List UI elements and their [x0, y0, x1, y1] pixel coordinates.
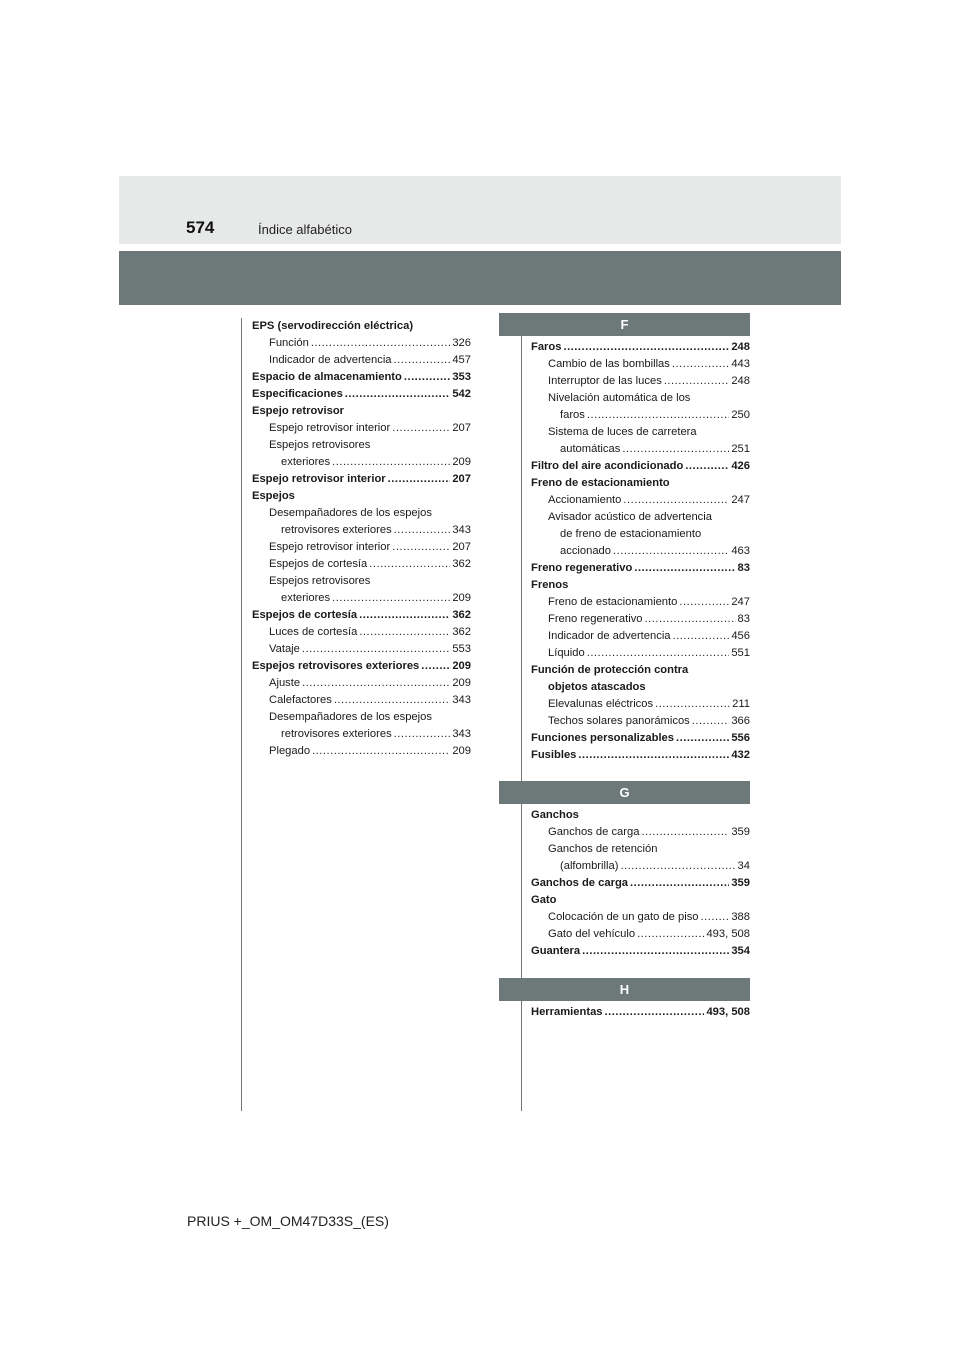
entry-page-ref[interactable]: 248 — [731, 341, 750, 353]
left-column-rule — [241, 318, 242, 1111]
entry-page-ref[interactable]: 463 — [731, 545, 750, 557]
index-entry — [252, 607, 471, 624]
leader-dots — [630, 875, 729, 892]
leader-dots — [332, 454, 450, 471]
entry-page-ref[interactable]: 362 — [452, 626, 471, 638]
index-entry — [531, 841, 750, 858]
index-entry — [531, 441, 750, 458]
leader-dots — [605, 1004, 705, 1021]
entry-text: Líquido — [548, 647, 585, 659]
entry-page-ref[interactable]: 83 — [737, 613, 750, 625]
leader-dots — [685, 458, 729, 475]
index-entry — [531, 560, 750, 577]
page-title: Índice alfabético — [258, 222, 352, 237]
entry-text: Luces de cortesía — [269, 626, 358, 638]
index-entry — [531, 875, 750, 892]
index-entry — [531, 824, 750, 841]
entry-text: Espacio de almacenamiento — [252, 371, 402, 383]
index-entry — [252, 335, 471, 352]
leader-dots — [620, 858, 735, 875]
index-entry — [531, 373, 750, 390]
entry-page-ref[interactable]: 247 — [731, 494, 750, 506]
leader-dots — [332, 590, 450, 607]
index-entry — [531, 943, 750, 960]
entry-text: Colocación de un gato de piso — [548, 911, 699, 923]
entry-text: Vataje — [269, 643, 300, 655]
entry-page-ref[interactable]: 248 — [731, 375, 750, 387]
leader-dots — [563, 339, 729, 356]
index-entry — [252, 658, 471, 675]
entry-text: (alfombrilla) — [560, 860, 619, 872]
index-entry — [531, 526, 750, 543]
leader-dots — [582, 943, 729, 960]
entry-text: Plegado — [269, 745, 311, 757]
entry-page-ref[interactable]: 456 — [731, 630, 750, 642]
entry-text: Guantera — [531, 945, 581, 957]
entry-text: Herramientas — [531, 1006, 603, 1018]
entry-text: Espejo retrovisor interior — [269, 541, 391, 553]
entry-page-ref[interactable]: 343 — [452, 524, 471, 536]
index-entry — [531, 458, 750, 475]
entry-text: Espejos retrovisores — [269, 575, 371, 587]
entry-text: automáticas — [560, 443, 621, 455]
entry-page-ref[interactable]: 353 — [452, 371, 471, 383]
leader-dots — [394, 522, 451, 539]
index-entry — [531, 909, 750, 926]
entry-text: Ganchos de carga — [548, 826, 640, 838]
entry-text: Frenos — [531, 579, 569, 591]
entry-page-ref[interactable]: 247 — [731, 596, 750, 608]
index-entry — [252, 726, 471, 743]
leader-dots — [302, 675, 450, 692]
leader-dots — [345, 386, 451, 403]
index-entry — [531, 577, 750, 594]
entry-text: Sistema de luces de carretera — [548, 426, 697, 438]
entry-text: Funciones personalizables — [531, 732, 674, 744]
entry-page-ref[interactable]: 432 — [731, 749, 750, 761]
index-entry — [252, 573, 471, 590]
entry-page-ref[interactable]: 251 — [731, 443, 750, 455]
leader-dots — [392, 539, 450, 556]
entry-page-ref[interactable]: 250 — [731, 409, 750, 421]
index-entry — [252, 505, 471, 522]
entry-text: accionado — [560, 545, 612, 557]
leader-dots — [692, 713, 730, 730]
index-entry — [252, 369, 471, 386]
entry-page-ref[interactable]: 343 — [452, 694, 471, 706]
leader-dots — [676, 730, 729, 747]
leader-dots — [587, 645, 730, 662]
header-dark-band — [119, 251, 841, 305]
entry-page-ref[interactable]: 34 — [737, 860, 750, 872]
leader-dots — [641, 824, 729, 841]
entry-text: Desempañadores de los espejos — [269, 711, 432, 723]
section-header-h: H — [499, 978, 750, 1001]
entry-text: Calefactores — [269, 694, 332, 706]
entry-page-ref[interactable]: 207 — [452, 541, 471, 553]
index-section-h — [531, 1004, 750, 1021]
leader-dots — [388, 471, 451, 488]
index-entry — [531, 730, 750, 747]
index-entry — [252, 488, 471, 505]
entry-text: retrovisores exteriores — [281, 524, 392, 536]
index-entry — [252, 675, 471, 692]
index-entry — [531, 543, 750, 560]
index-entry — [252, 386, 471, 403]
index-entry — [531, 424, 750, 441]
entry-text: faros — [560, 409, 585, 421]
entry-text: Filtro del aire acondicionado — [531, 460, 684, 472]
entry-text: Función de protección contra — [531, 664, 689, 676]
entry-text: Faros — [531, 341, 562, 353]
index-entry — [252, 692, 471, 709]
index-entry — [531, 747, 750, 764]
entry-text: Interruptor de las luces — [548, 375, 662, 387]
entry-page-ref[interactable]: 209 — [452, 677, 471, 689]
entry-page-ref[interactable]: 326 — [452, 337, 471, 349]
entry-text: Indicador de advertencia — [269, 354, 392, 366]
entry-page-ref[interactable]: 209 — [452, 456, 471, 468]
index-entry — [531, 628, 750, 645]
leader-dots — [655, 696, 730, 713]
entry-text: Techos solares panorámicos — [548, 715, 690, 727]
index-section-f — [531, 339, 750, 764]
entry-text: Desempañadores de los espejos — [269, 507, 432, 519]
entry-page-ref[interactable]: 493, 508 — [706, 928, 750, 940]
header-top-band — [119, 176, 841, 244]
entry-text: Nivelación automática de los — [548, 392, 691, 404]
entry-page-ref[interactable]: 207 — [452, 422, 471, 434]
entry-page-ref[interactable]: 209 — [452, 592, 471, 604]
document-code: PRIUS +_OM_OM47D33S_(ES) — [187, 1213, 389, 1229]
leader-dots — [679, 594, 729, 611]
entry-page-ref[interactable]: 443 — [731, 358, 750, 370]
leader-dots — [701, 909, 730, 926]
entry-page-ref[interactable]: 359 — [731, 826, 750, 838]
leader-dots — [673, 628, 730, 645]
leader-dots — [622, 441, 729, 458]
page-number: 574 — [186, 218, 215, 237]
entry-text: Ganchos de retención — [548, 843, 658, 855]
entry-page-ref[interactable]: 207 — [452, 473, 471, 485]
index-entry — [252, 743, 471, 760]
entry-text: Freno de estacionamiento — [548, 596, 678, 608]
leader-dots — [421, 658, 450, 675]
index-entry — [531, 475, 750, 492]
entry-text: objetos atascados — [548, 681, 646, 693]
entry-page-ref[interactable]: 362 — [452, 558, 471, 570]
leader-dots — [634, 560, 735, 577]
entry-text: Espejo retrovisor — [252, 405, 345, 417]
entry-text: Freno de estacionamiento — [531, 477, 670, 489]
entry-text: EPS (servodirección eléctrica) — [252, 320, 414, 332]
index-entry — [252, 624, 471, 641]
index-entry — [531, 594, 750, 611]
leader-dots — [578, 747, 729, 764]
entry-text: Accionamiento — [548, 494, 622, 506]
entry-page-ref[interactable]: 457 — [452, 354, 471, 366]
leader-dots — [302, 641, 450, 658]
entry-text: Espejo retrovisor interior — [252, 473, 386, 485]
entry-page-ref[interactable]: 343 — [452, 728, 471, 740]
leader-dots — [311, 335, 451, 352]
entry-page-ref[interactable]: 362 — [452, 609, 471, 621]
entry-page-ref[interactable]: 366 — [731, 715, 750, 727]
leader-dots — [312, 743, 450, 760]
entry-text: Cambio de las bombillas — [548, 358, 670, 370]
index-entry — [252, 539, 471, 556]
leader-dots — [369, 556, 450, 573]
index-entry — [252, 522, 471, 539]
index-entry — [531, 492, 750, 509]
index-entry — [531, 926, 750, 943]
index-entry — [531, 892, 750, 909]
index-entry — [252, 318, 471, 335]
leader-dots — [613, 543, 729, 560]
entry-text: Indicador de advertencia — [548, 630, 671, 642]
entry-text: exteriores — [281, 592, 331, 604]
index-entry — [252, 352, 471, 369]
entry-text: Avisador acústico de advertencia — [548, 511, 712, 523]
entry-text: Espejos de cortesía — [252, 609, 358, 621]
index-entry — [252, 471, 471, 488]
leader-dots — [359, 607, 450, 624]
entry-page-ref[interactable]: 556 — [731, 732, 750, 744]
entry-text: retrovisores exteriores — [281, 728, 392, 740]
entry-page-ref[interactable]: 359 — [731, 877, 750, 889]
index-entry — [252, 420, 471, 437]
leader-dots — [587, 407, 729, 424]
leader-dots — [637, 926, 704, 943]
leader-dots — [394, 352, 451, 369]
index-entry — [531, 407, 750, 424]
entry-page-ref[interactable]: 211 — [732, 698, 750, 710]
entry-page-ref[interactable]: 209 — [452, 745, 471, 757]
leader-dots — [359, 624, 450, 641]
index-entry — [531, 807, 750, 824]
index-entry — [531, 339, 750, 356]
entry-text: Ganchos de carga — [531, 877, 628, 889]
index-entry — [252, 437, 471, 454]
section-header-g: G — [499, 781, 750, 804]
index-entry — [252, 590, 471, 607]
leader-dots — [664, 373, 730, 390]
entry-text: Freno regenerativo — [548, 613, 643, 625]
entry-text: de freno de estacionamiento — [560, 528, 702, 540]
index-entry — [531, 356, 750, 373]
entry-text: Ajuste — [269, 677, 301, 689]
index-entry — [531, 1004, 750, 1021]
entry-page-ref[interactable]: 83 — [737, 562, 750, 574]
leader-dots — [404, 369, 450, 386]
index-entry — [531, 390, 750, 407]
index-section-g — [531, 807, 750, 960]
entry-text: Espejos retrovisores exteriores — [252, 660, 420, 672]
leader-dots — [394, 726, 451, 743]
entry-text: Espejos — [252, 490, 295, 502]
entry-text: Gato — [531, 894, 557, 906]
entry-text: exteriores — [281, 456, 331, 468]
entry-text: Fusibles — [531, 749, 577, 761]
entry-page-ref[interactable]: 388 — [731, 911, 750, 923]
entry-text: Ganchos — [531, 809, 579, 821]
leader-dots — [672, 356, 729, 373]
index-entry — [252, 403, 471, 420]
leader-dots — [392, 420, 450, 437]
entry-page-ref[interactable]: 553 — [452, 643, 471, 655]
leader-dots — [334, 692, 451, 709]
entry-text: Espejos de cortesía — [269, 558, 368, 570]
entry-page-ref[interactable]: 542 — [452, 388, 471, 400]
entry-text: Espejo retrovisor interior — [269, 422, 391, 434]
index-entry — [252, 556, 471, 573]
entry-text: Función — [269, 337, 309, 349]
index-entry — [531, 858, 750, 875]
entry-page-ref[interactable]: 551 — [731, 647, 750, 659]
index-entry — [531, 645, 750, 662]
section-header-f: F — [499, 313, 750, 336]
index-entry — [531, 696, 750, 713]
index-entry — [252, 454, 471, 471]
index-column-left — [252, 318, 471, 760]
entry-text: Gato del vehículo — [548, 928, 636, 940]
entry-text: Especificaciones — [252, 388, 343, 400]
leader-dots — [645, 611, 736, 628]
index-entry — [252, 709, 471, 726]
entry-page-ref[interactable]: 426 — [731, 460, 750, 472]
entry-text: Freno regenerativo — [531, 562, 633, 574]
leader-dots — [623, 492, 729, 509]
index-entry — [531, 611, 750, 628]
index-entry — [531, 713, 750, 730]
entry-text: Elevalunas eléctricos — [548, 698, 654, 710]
index-entry — [531, 662, 750, 679]
entry-page-ref[interactable]: 493, 508 — [706, 1006, 750, 1018]
entry-page-ref[interactable]: 209 — [452, 660, 471, 672]
index-entry — [531, 509, 750, 526]
index-entry — [252, 641, 471, 658]
index-entry — [531, 679, 750, 696]
entry-text: Espejos retrovisores — [269, 439, 371, 451]
entry-page-ref[interactable]: 354 — [731, 945, 750, 957]
